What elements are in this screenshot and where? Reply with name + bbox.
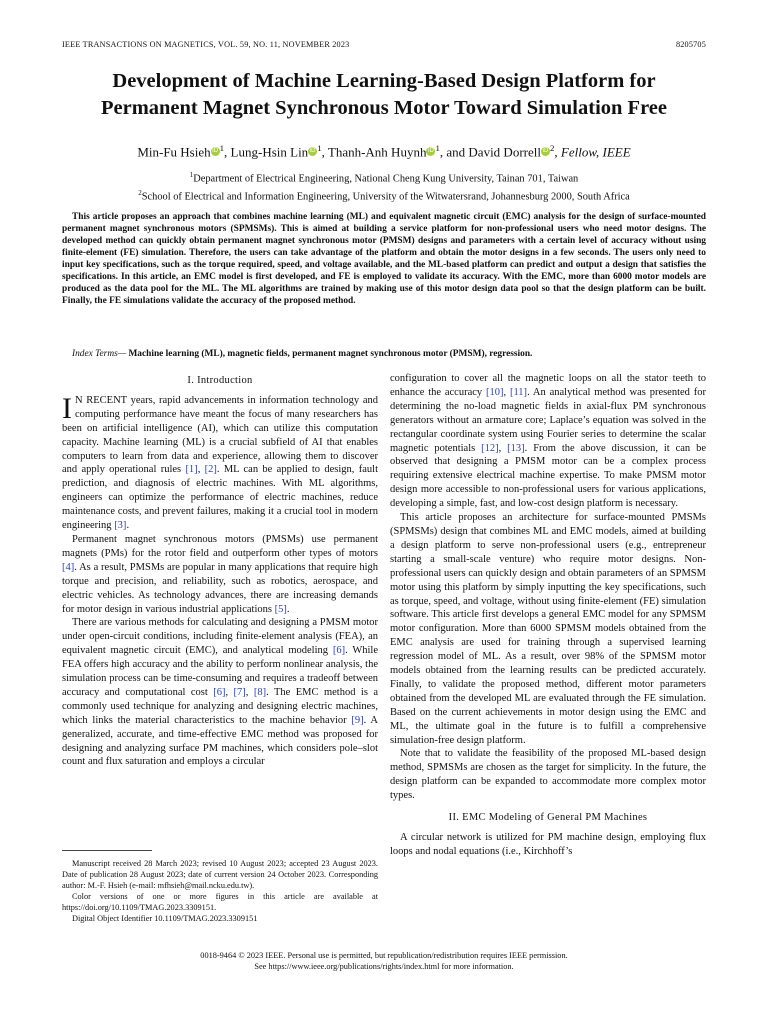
citation-link[interactable]: [4]: [62, 561, 75, 573]
column-right: [390, 372, 706, 859]
running-head: [62, 40, 706, 49]
paper-title: [40, 68, 728, 122]
author-list: [40, 143, 728, 160]
citation-link[interactable]: [9]: [351, 714, 364, 726]
footnote: [62, 858, 378, 924]
affiliation-text: Department of Electrical Engineering, National Cheng Kung University, Tainan 701, Taiwan: [193, 173, 579, 185]
separator: ,: [224, 144, 231, 160]
text-run: . While FEA offers high accuracy and the ability to perform nonlinear analysis, the simulation process can be time-consuming and requires a tradeoff between accuracy and computational cost: [62, 645, 378, 698]
separator: ,: [225, 686, 234, 698]
citation-link[interactable]: [1]: [185, 464, 198, 476]
affiliation-marker: 2: [138, 189, 142, 198]
citation-link[interactable]: [12]: [481, 442, 499, 454]
title-line-2: Permanent Magnet Synchronous Motor Toward Simulation Free: [100, 97, 668, 119]
journal-citation: IEEE TRANSACTIONS ON MAGNETICS, VOL. 59, NO. 11, NOVEMBER 2023: [62, 40, 350, 49]
separator: ,: [245, 686, 254, 698]
affiliation-marker: 2: [549, 143, 555, 153]
citation-link[interactable]: [3]: [114, 520, 127, 532]
citation-link[interactable]: [13]: [507, 442, 525, 454]
citation-link[interactable]: [10]: [486, 386, 504, 398]
affiliation-1: [40, 168, 728, 186]
abstract: This article proposes an approach that combines machine learning (ML) and equivalent magnetic circuit (EMC) analysis for the design of surface-mounted permanent magnet synchronous motors (SPMSMs). This is aimed at building a service platform for non-professional users who need motor designs. The developed method can quickly obtain permanent magnet synchronous motor (PMSM) designs and parameters with a certain level of accuracy without using finite-element (FE) simulation. Therefore, the users can take advantage of the platform and obtain the motor designs in a few seconds. The users only need to input key specifications, such as the torque required, speed, and voltage available, and the ML-based platform can predict and output a design that satisfies the specifications. In this article, an EMC model is first developed, and FE is employed to validate its accuracy. With the EMC, more than 6000 motor models are produced as the data pool for the ML. The ML algorithms are trained by making use of this motor design data pool so that the design platform can be built. Finally, the FE simulations validate the accuracy of the proposed method.: [62, 212, 706, 306]
separator: .: [126, 520, 130, 532]
index-terms: [62, 348, 706, 360]
text-run: There are various methods for calculating and designing a PMSM motor under open-circuit conditions, including finite-element analysis (FEA), an equivalent magnetic circuit (EMC), and analytical modeling: [62, 617, 378, 657]
paragraph: [62, 616, 378, 769]
footnote-doi: Digital Object Identifier 10.1109/TMAG.2023.3309151: [72, 914, 258, 923]
copyright-line-2: See https://www.ieee.org/publications/rights/index.html for more information.: [254, 962, 514, 971]
separator: , and: [439, 144, 469, 160]
affiliation-marker: 1: [317, 143, 322, 153]
index-terms-text: Machine learning (ML), magnetic fields, permanent magnet synchronous motor (PMSM), regression.: [128, 349, 533, 359]
paragraph: Note that to validate the feasibility of the proposed ML-based design method, SPMSMs are chosen as the target for simplicity. In the future, the design platform can be expanded to accommodate more complex motor types.: [390, 748, 706, 802]
section-numeral: I.: [187, 375, 198, 386]
affiliations: [40, 168, 728, 205]
separator: .: [286, 603, 290, 615]
separator: ,: [554, 144, 561, 160]
paragraph: This article proposes an architecture for surface-mounted PMSMs (SPMSMs) design that combines ML and EMC models, aimed at building a design platform to serve non-professional users (e.g., entrepreneur starting a small-scale venture) who require motor designs. Non-professional users can quickly design and obtain parameters of an SPMSM motor using this platform by simply inputting the key specifications, such as torque, speed, and voltage, without using finite-element (FE) simulation software. This article first develops a general EMC model for any SPMSM motor configuration. More than 6000 SPMSM models obtained from the EMC analysis are used for training through a supervised learning regression model of ML. As a result, over 98% of the SPMSM motor models obtained from the learning results can be predicted accurately. Finally, to validate the proposed method, different motor parameters obtained from the developed ML are evaluated through the FE simulation. Based on the current achievements in motor design using the EMC and ML, the ultimate goal in the future is to fulfill a comprehensive simulation-free design platform.: [390, 512, 706, 746]
text-run: N RECENT years, rapid advancements in information technology and computing performance have meant the focus of many researchers has been on artificial intelligence (AI), which can utilize this computation capacity. Machine learning (ML) is a crucial subfield of AI that enables computers to learn from data and experience, allowing them to discover and apply operational rules: [62, 394, 378, 476]
affiliation-marker: 1: [189, 171, 194, 179]
citation-link[interactable]: [7]: [233, 686, 246, 698]
text-run: . A generalized, accurate, and time-effective EMC method was proposed for designing and analyzing surface PM machines, which considers pole–slot count and flux saturation and employs a circular: [62, 714, 378, 768]
footnote-color-versions: Color versions of one or more figures in this article are available at https://doi.org/10.1109/TMAG.2023.3309151.: [62, 892, 378, 912]
separator: ,: [503, 386, 510, 398]
orcid-icon[interactable]: iD: [428, 148, 434, 155]
orcid-icon[interactable]: iD: [542, 148, 549, 155]
orcid-icon[interactable]: iD: [212, 148, 218, 155]
section-heading-emc: [390, 811, 706, 825]
section-heading-introduction: [62, 374, 378, 388]
affiliation-marker: 1: [219, 143, 225, 153]
copyright-notice: [62, 950, 706, 972]
citation-link[interactable]: [11]: [509, 386, 528, 398]
citation-link[interactable]: [6]: [213, 686, 226, 698]
citation-link[interactable]: [8]: [253, 686, 267, 698]
author-name: Thanh-Anh Huynh: [327, 144, 427, 160]
affiliation-text: School of Electrical and Information Engineering, University of the Witwatersrand, Johannesburg 2000, South Africa: [141, 191, 630, 203]
orcid-icon[interactable]: iD: [309, 148, 316, 155]
text-run: . ML can be applied to design, fault prediction, and diagnosis of electric machines. With ML algorithms, engineers can optimize the performance of electric machines, reduce maintenance costs, and prevent failures, making it a crucial tool in modern engineering: [62, 464, 378, 532]
section-title: EMC Modeling of General PM Machines: [462, 812, 648, 824]
text-run: configuration to cover all the magnetic loops on all the stator teeth to enhance the accuracy: [390, 373, 706, 398]
paragraph: [390, 372, 706, 511]
affiliation-marker: 1: [435, 143, 440, 153]
text-run: . As a result, PMSMs are popular in many applications that require high torque and precision, and reliability, such as robotics, aerospace, and electric vehicles. As technology advances, there are increasing demands for motor design in various industrial applications: [62, 561, 378, 615]
text-run: . An analytical method was presented for determining the no-load magnetic fields in axial-flux PM synchronous generators without an armature core; Laplace’s equation was solved in the rectangular coordinate system using Fourier series to determine the scalar magnetic potentials: [390, 386, 706, 454]
footnote-manuscript: Manuscript received 28 March 2023; revised 10 August 2023; accepted 23 August 2023. Date of publication 28 August 2023; date of current version 24 October 2023. Corresponding author: M.-F. Hsieh (e-mail: mfhsieh@mail.ncku.edu.tw).: [62, 859, 378, 890]
separator: ,: [197, 464, 205, 476]
paragraph: [62, 391, 378, 533]
copyright-line-1: 0018-9464 © 2023 IEEE. Personal use is permitted, but republication/redistribution requires IEEE permission.: [200, 951, 568, 960]
author-name: Min-Fu Hsieh: [137, 144, 211, 160]
article-number: 8205705: [675, 40, 706, 49]
author-name: Lung-Hsin Lin: [230, 144, 309, 160]
paragraph: [62, 533, 378, 616]
text-run: Permanent magnet synchronous motors (PMSMs) use permanent magnets (PMs) for the rotor field and outperform other types of motors: [62, 533, 378, 559]
citation-link[interactable]: [6]: [332, 645, 346, 657]
separator: ,: [498, 442, 508, 454]
text-run: . The EMC method is a commonly used technique for analyzing and designing electric machines, which links the material characteristics to the machine behavior: [62, 686, 379, 726]
section-numeral: II.: [448, 812, 463, 824]
separator: ,: [321, 144, 328, 160]
text-run: . From the above discussion, it can be observed that designing a PMSM motor can be a complex process requiring extensive electrical machine expertise. To make PMSM motor design more accessible to non-professional users for various applications, developing a simple, fast, and low-cost design platform is necessary.: [390, 442, 706, 510]
section-title: Introduction: [197, 375, 253, 386]
affiliation-2: [40, 186, 728, 204]
paragraph: A circular network is utilized for PM machine design, employing flux loops and nodal equations (i.e., Kirchhoff’s: [390, 832, 706, 857]
index-terms-label: Index Terms—: [72, 349, 127, 359]
author-grade: Fellow, IEEE: [560, 144, 631, 160]
citation-link[interactable]: [2]: [204, 464, 217, 476]
author-name: David Dorrell: [468, 144, 541, 160]
column-left: [62, 372, 378, 769]
title-line-1: Development of Machine Learning-Based Design Platform for: [112, 70, 656, 92]
footnote-divider: [62, 850, 152, 851]
citation-link[interactable]: [5]: [274, 603, 287, 615]
drop-cap: I: [62, 391, 72, 425]
